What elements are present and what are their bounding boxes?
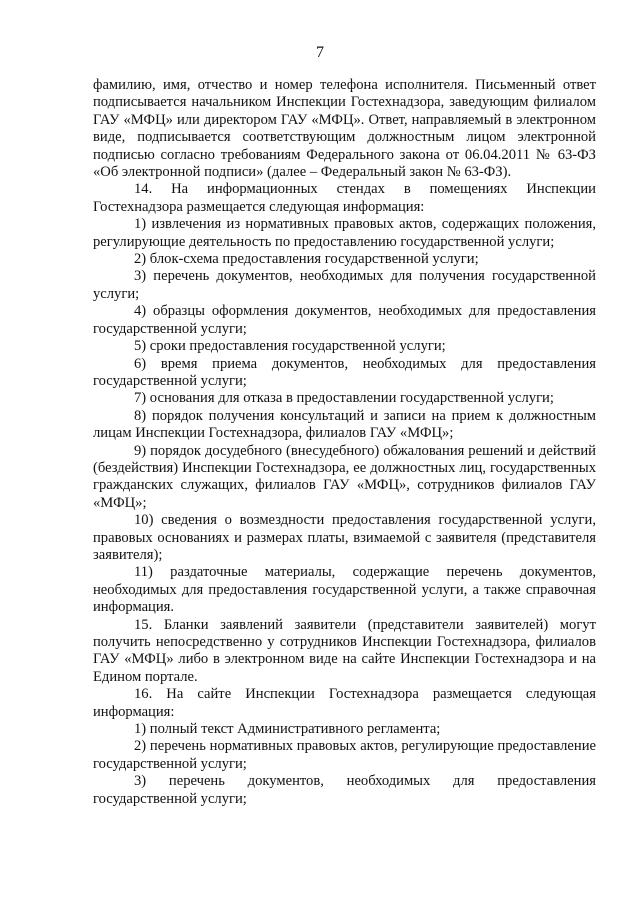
list-item-14-4: 4) образцы оформления документов, необходимых для предоставления государственной услуги; — [93, 303, 596, 337]
paragraph-continuation: фамилию, имя, отчество и номер телефона исполнителя. Письменный ответ подписывается начальником Инспекции Гостехнадзора, заведующим филиалом ГАУ «МФЦ» или директором ГАУ «МФЦ». Ответ, направляемый в электронном виде, подписывается соответствующим должностным лицом электронной подписью согласно требованиям Федерального закона от 06.04.2011 № 63-ФЗ «Об электронной подписи» (далее – Федеральный закон № 63-ФЗ). — [93, 77, 596, 181]
list-item-14-9: 9) порядок досудебного (внесудебного) обжалования решений и действий (бездействия) Инспекции Гостехнадзора, ее должностных лиц, государственных гражданских служащих, филиалов ГАУ «МФЦ», сотрудников филиалов ГАУ «МФЦ»; — [93, 442, 596, 511]
page-number: 7 — [316, 44, 324, 61]
list-item-14-7: 7) основания для отказа в предоставлении государственной услуги; — [134, 390, 554, 407]
list-item-14-10: 10) сведения о возмездности предоставления государственной услуги, правовых основаниях и размерах платы, взимаемой с заявителя (представителя заявителя); — [93, 512, 596, 563]
list-item-16-1: 1) полный текст Административного регламента; — [134, 721, 441, 738]
list-item-14-11: 11) раздаточные материалы, содержащие перечень документов, необходимых для предоставления государственной услуги, а также справочная информация. — [93, 564, 596, 616]
list-item-14-5: 5) сроки предоставления государственной услуги; — [134, 338, 446, 355]
paragraph-15: 15. Бланки заявлений заявители (представители заявителей) могут получить непосредственно у сотрудников Инспекции Гостехнадзора, филиалов ГАУ «МФЦ» либо в электронном виде на сайте Инспекции Гостехнадзора и на Едином портале. — [93, 616, 596, 685]
list-item-14-8: 8) порядок получения консультаций и записи на прием к должностным лицам Инспекции Гостехнадзора, филиалов ГАУ «МФЦ»; — [93, 407, 596, 442]
paragraph-14: 14. На информационных стендах в помещениях Инспекции Гостехнадзора размещается следующая информация: — [93, 181, 596, 215]
list-item-14-6: 6) время приема документов, необходимых для предоставления государственной услуги; — [93, 355, 596, 389]
paragraph-16: 16. На сайте Инспекции Гостехнадзора размещается следующая информация: — [93, 686, 596, 720]
list-item-14-2: 2) блок-схема предоставления государственной услуги; — [134, 251, 479, 268]
list-item-16-2: 2) перечень нормативных правовых актов, регулирующие предоставление государственной услуги; — [93, 738, 596, 772]
list-item-14-3: 3) перечень документов, необходимых для получения государственной услуги; — [93, 268, 596, 302]
list-item-16-3: 3) перечень документов, необходимых для предоставления государственной услуги; — [93, 773, 596, 807]
document-body — [93, 77, 596, 808]
list-item-14-1: 1) извлечения из нормативных правовых актов, содержащих положения, регулирующие деятельность по предоставлению государственной услуги; — [93, 216, 596, 250]
